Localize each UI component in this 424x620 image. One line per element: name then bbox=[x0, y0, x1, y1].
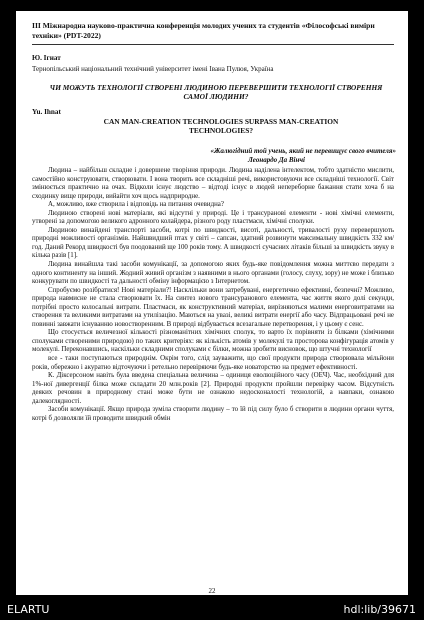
header-divider bbox=[32, 44, 394, 45]
author-en: Yu. Ihnat bbox=[32, 108, 61, 116]
paragraph: все - таки поступаються природнім. Окрім того, слід зауважити, що свої продукти природа створювала мільйони років, обережно і акуратно відточуючи і ретельно перевіряючи будь-яке новаторство на предмет ефективності. bbox=[32, 355, 394, 371]
conference-header: ІІІ Міжнародна науково-практична конференція молодих учених та студентів «Філософські виміри техніки» (PDT-2022) bbox=[32, 21, 375, 40]
paragraph: Людина – найбільш складне і довершене творіння природи. Людина наділена інтелектом, тобто здатністю мислити, самостійно конструювати, створювати. І вона творить все складніші речі, використовуючи все складніші технології. Світ змінюється практично на очах. Відколи існує людство – відтоді існує в людей непереборне бажання стати хоча б на сходинку вище природи, вийайти хоч щось надприродне. bbox=[32, 167, 394, 200]
title-ua: ЧИ МОЖУТЬ ТЕХНОЛОГІЇ СТВОРЕНІ ЛЮДИНОЮ ПЕРЕВЕРШИТИ ТЕХНОЛОГІЇ СТВОРЕННЯ САМОЇ ЛЮДИНИ? bbox=[49, 83, 383, 102]
title-en: CAN MAN-CREATION TECHNOLOGIES SURPASS MAN-CREATION TECHNOLOGIES? bbox=[103, 117, 339, 136]
author-ua: Ю. Ігнат bbox=[32, 54, 61, 62]
footer-repository-name: ELARTU bbox=[7, 603, 50, 616]
paragraph: Людиною створені нові матеріали, які відсутні у природі. Це і трансуранові елементи - нові хімічні елементи, утворені за допомогою великого адронного колайдера, різного роду пластмаси, хімічні сполуки. bbox=[32, 209, 394, 226]
paragraph: Засоби комунікації. Якщо природа зуміла створити людину – то їй під силу було б створити в людини органи чуття, котрі б дозволяли їй проводити швидкий обмін bbox=[32, 406, 394, 422]
paragraph: К. Діксерсоном навіть була введена спеціальна величина – одиниця еволюційного часу (ОЕЧ). Час, необхідний для 1%-ної дивергенції білка може складати 20 млн.років [2]. Природні продукти пройшли перевірку часом. Відсутність деяких речовин в природному стані може бути не ознакою недосконалості технологій, а навпаки, ознакою далекоглядності. bbox=[32, 372, 394, 405]
paragraph: Людина винайшла такі засоби комунікації, за допомогою яких будь-яке повідомлення можна миттєво передати з одного континенту на інший. Жодний живий організм з наявними в нього органами (голосу, слуху, зору) не може і близько конкурувати по швидкості та дальності обміну інформацією з Інтернетом. bbox=[32, 261, 394, 286]
affiliation: Тернопільський національний технічний університет імені Івана Пулюя, Україна bbox=[32, 65, 274, 73]
epigraph: «Жалюгідний той учень, який не перевищує свого вчителя» bbox=[210, 147, 396, 155]
article-body bbox=[32, 167, 394, 423]
document-page bbox=[16, 11, 408, 595]
paragraph: Що стосується величезної кількості різноманітних хімічних сполук, то варто їх порівняти із білками (хімічними сполуками створеними природою) по таких критеріях: як кількість атомів у молекулі та просторова конфігурація атомів у молекулі. Переконавшись, наскільки складними сполуками є білки, можна зробити висновок, що штучні технології bbox=[32, 329, 394, 354]
paragraph: Спробуємо розібратися! Нові матеріали?! Насклільки вони затребувані, енергетично ефективні, безпечні? Можливо, природа навмисне не стала створювати їх. На синтез нового трансуранового елемента, час життя якого долі секунди, потрібні просто колосальні витрати. Пластмаси, як конструктивний матеріал, вирізняються малими енерговитратами на створення та великими витратами на утилізацію. Маються на увазі, великі витрати енергії або часу. Відпрацьовані речі не повинні завжати існуванню новостворенним. В природі відбувається всезагальне перетворення, і у цьому є сенс. bbox=[32, 286, 394, 328]
paragraph: А, можливо, вже створила і відповідь на питання очевидна? bbox=[48, 201, 224, 209]
page-number: 22 bbox=[208, 587, 216, 595]
footer-bar bbox=[0, 600, 424, 620]
footer-handle: hdl:lib/39671 bbox=[343, 603, 416, 616]
epigraph-author: Леонардо Да Вінчі bbox=[248, 156, 305, 164]
paragraph: Людиною винайдені транспорті засоби, котрі по швидкості, висоті, дальності, тривалості руху перевершують природні можливості організмів. Найшвидший птах у світі – сапсан, здатний розвинути максимальну швидкість 332 км/год. Даний Рекорд швидкості був поодований ще 100 років тому. А швидкості сучасних літаків більші за швидкість звуку в кілька разів [1]. bbox=[32, 226, 394, 260]
